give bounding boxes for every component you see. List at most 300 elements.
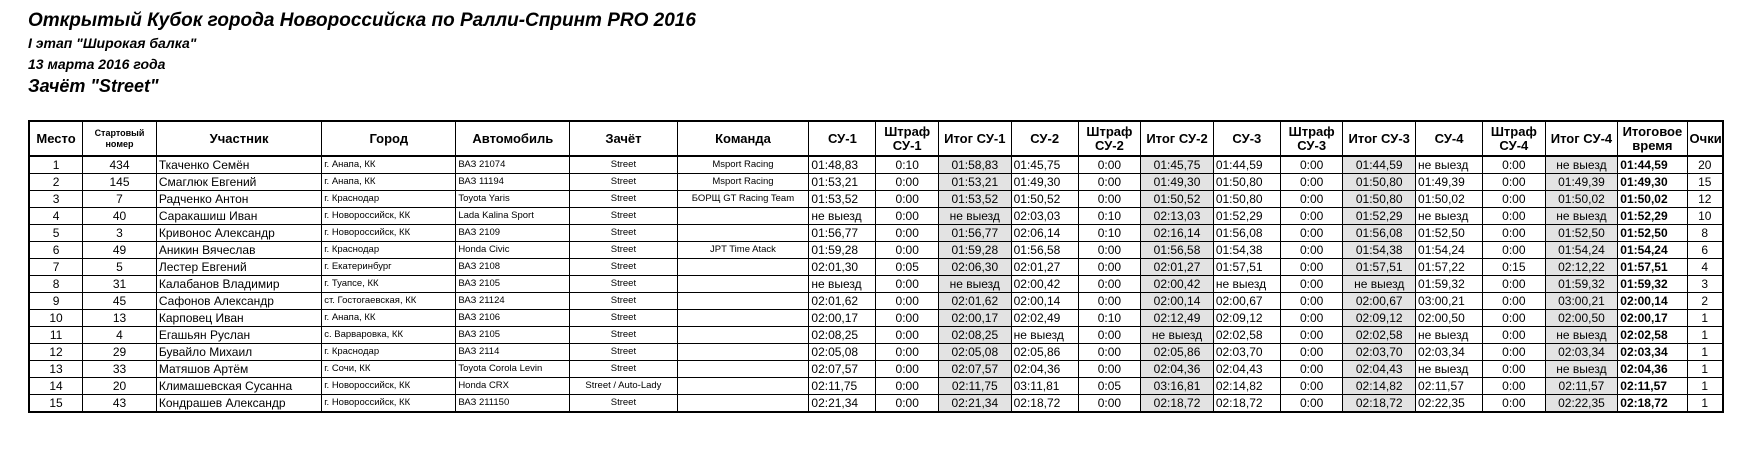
cell-city: г. Туапсе, КК <box>322 276 456 293</box>
cell-pen2: 0:00 <box>1078 174 1141 191</box>
cell-tot3: 02:03,70 <box>1343 344 1416 361</box>
cell-pen1: 0:05 <box>876 259 939 276</box>
cell-place: 10 <box>29 310 83 327</box>
cell-place: 6 <box>29 242 83 259</box>
cell-points: 1 <box>1687 327 1723 344</box>
cell-tot3: 02:18,72 <box>1343 395 1416 413</box>
cell-team: Msport Racing <box>677 156 809 174</box>
col-pen3: Штраф СУ-3 <box>1280 121 1343 156</box>
cell-team <box>677 344 809 361</box>
cell-su2: не выезд <box>1011 327 1078 344</box>
cell-tot4: 01:50,02 <box>1545 191 1618 208</box>
cell-start: 434 <box>83 156 157 174</box>
cell-pen2: 0:00 <box>1078 276 1141 293</box>
cell-team: Msport Racing <box>677 174 809 191</box>
cell-pen3: 0:00 <box>1280 276 1343 293</box>
cell-su4: 02:11,57 <box>1416 378 1483 395</box>
cell-tot2: не выезд <box>1141 327 1214 344</box>
cell-start: 145 <box>83 174 157 191</box>
cell-pen3: 0:00 <box>1280 344 1343 361</box>
cell-su1: 01:48,83 <box>809 156 876 174</box>
cell-su3: 02:02,58 <box>1213 327 1280 344</box>
cell-driver: Матяшов Артём <box>156 361 321 378</box>
cell-tot3: 02:04,43 <box>1343 361 1416 378</box>
cell-su4: не выезд <box>1416 327 1483 344</box>
cell-su4: 02:22,35 <box>1416 395 1483 413</box>
cell-class: Street <box>570 361 677 378</box>
cell-su1: не выезд <box>809 276 876 293</box>
cell-su1: 02:00,17 <box>809 310 876 327</box>
table-row <box>29 191 1723 208</box>
cell-total: 02:00,17 <box>1618 310 1687 327</box>
cell-su2: 01:50,52 <box>1011 191 1078 208</box>
table-row <box>29 293 1723 310</box>
col-total-time: Итоговое время <box>1618 121 1687 156</box>
cell-driver: Егашьян Руслан <box>156 327 321 344</box>
table-row <box>29 344 1723 361</box>
cell-team <box>677 276 809 293</box>
cell-tot4: 01:49,39 <box>1545 174 1618 191</box>
cell-tot2: 03:16,81 <box>1141 378 1214 395</box>
cell-city: г. Анапа, КК <box>322 156 456 174</box>
table-row <box>29 156 1723 174</box>
cell-pen1: 0:00 <box>876 395 939 413</box>
cell-pen2: 0:00 <box>1078 242 1141 259</box>
cell-tot2: 02:00,42 <box>1141 276 1214 293</box>
document-title: Открытый Кубок города Новороссийска по Ралли-Спринт PRO 2016 <box>28 10 696 31</box>
cell-points: 1 <box>1687 361 1723 378</box>
cell-start: 3 <box>83 225 157 242</box>
col-driver: Участник <box>156 121 321 156</box>
cell-pen3: 0:00 <box>1280 327 1343 344</box>
cell-total: 01:44,59 <box>1618 156 1687 174</box>
cell-tot2: 01:56,58 <box>1141 242 1214 259</box>
cell-place: 7 <box>29 259 83 276</box>
cell-place: 14 <box>29 378 83 395</box>
cell-pen3: 0:00 <box>1280 361 1343 378</box>
cell-su3: 02:04,43 <box>1213 361 1280 378</box>
cell-start: 43 <box>83 395 157 413</box>
cell-start: 49 <box>83 242 157 259</box>
cell-tot3: не выезд <box>1343 276 1416 293</box>
cell-city: г. Новороссийск, КК <box>322 395 456 413</box>
cell-driver: Карповец Иван <box>156 310 321 327</box>
cell-place: 2 <box>29 174 83 191</box>
cell-tot4: 02:11,57 <box>1545 378 1618 395</box>
cell-tot4: 02:03,34 <box>1545 344 1618 361</box>
cell-tot3: 01:54,38 <box>1343 242 1416 259</box>
cell-pen1: 0:00 <box>876 191 939 208</box>
cell-su2: 01:56,58 <box>1011 242 1078 259</box>
cell-su2: 02:02,49 <box>1011 310 1078 327</box>
cell-city: г. Краснодар <box>322 191 456 208</box>
cell-su4: 01:59,32 <box>1416 276 1483 293</box>
cell-place: 4 <box>29 208 83 225</box>
cell-class: Street <box>570 293 677 310</box>
cell-team <box>677 259 809 276</box>
cell-tot4: 02:00,50 <box>1545 310 1618 327</box>
cell-su2: 02:01,27 <box>1011 259 1078 276</box>
stage-name: I этап "Широкая балка" <box>28 35 197 51</box>
cell-driver: Климашевская Сусанна <box>156 378 321 395</box>
col-tot2: Итог СУ-2 <box>1141 121 1214 156</box>
cell-su2: 02:00,42 <box>1011 276 1078 293</box>
cell-points: 2 <box>1687 293 1723 310</box>
cell-su2: 02:00,14 <box>1011 293 1078 310</box>
cell-total: 02:11,57 <box>1618 378 1687 395</box>
cell-pen2: 0:00 <box>1078 293 1141 310</box>
cell-total: 02:00,14 <box>1618 293 1687 310</box>
cell-pen4: 0:00 <box>1483 191 1546 208</box>
cell-su3: 01:56,08 <box>1213 225 1280 242</box>
col-place: Место <box>29 121 83 156</box>
cell-pen2: 0:10 <box>1078 225 1141 242</box>
cell-su1: не выезд <box>809 208 876 225</box>
cell-start: 29 <box>83 344 157 361</box>
cell-total: 01:52,29 <box>1618 208 1687 225</box>
cell-driver: Сафонов Александр <box>156 293 321 310</box>
cell-su4: не выезд <box>1416 208 1483 225</box>
cell-team <box>677 293 809 310</box>
col-tot4: Итог СУ-4 <box>1545 121 1618 156</box>
cell-car: ВАЗ 2105 <box>456 276 570 293</box>
table-row <box>29 361 1723 378</box>
cell-tot3: 01:52,29 <box>1343 208 1416 225</box>
cell-points: 12 <box>1687 191 1723 208</box>
cell-start: 40 <box>83 208 157 225</box>
cell-start: 5 <box>83 259 157 276</box>
cell-su1: 01:53,52 <box>809 191 876 208</box>
cell-driver: Саракашиш Иван <box>156 208 321 225</box>
cell-total: 02:04,36 <box>1618 361 1687 378</box>
cell-tot4: не выезд <box>1545 208 1618 225</box>
cell-su1: 01:53,21 <box>809 174 876 191</box>
cell-points: 1 <box>1687 344 1723 361</box>
cell-pen1: 0:00 <box>876 225 939 242</box>
col-city: Город <box>322 121 456 156</box>
cell-driver: Аникин Вячеслав <box>156 242 321 259</box>
cell-total: 01:52,50 <box>1618 225 1687 242</box>
cell-points: 4 <box>1687 259 1723 276</box>
cell-tot1: 01:53,21 <box>938 174 1011 191</box>
cell-city: г. Краснодар <box>322 242 456 259</box>
cell-pen3: 0:00 <box>1280 293 1343 310</box>
cell-city: г. Новороссийск, КК <box>322 225 456 242</box>
cell-tot4: 01:54,24 <box>1545 242 1618 259</box>
cell-pen4: 0:00 <box>1483 310 1546 327</box>
cell-class: Street <box>570 225 677 242</box>
cell-su4: 03:00,21 <box>1416 293 1483 310</box>
col-car: Автомобиль <box>456 121 570 156</box>
cell-place: 9 <box>29 293 83 310</box>
cell-tot1: 02:08,25 <box>938 327 1011 344</box>
cell-points: 3 <box>1687 276 1723 293</box>
cell-tot1: 01:59,28 <box>938 242 1011 259</box>
cell-pen2: 0:10 <box>1078 310 1141 327</box>
col-pen2: Штраф СУ-2 <box>1078 121 1141 156</box>
cell-pen3: 0:00 <box>1280 395 1343 413</box>
cell-tot2: 02:04,36 <box>1141 361 1214 378</box>
cell-pen1: 0:00 <box>876 378 939 395</box>
cell-driver: Кривонос Александр <box>156 225 321 242</box>
cell-pen2: 0:00 <box>1078 327 1141 344</box>
cell-points: 20 <box>1687 156 1723 174</box>
cell-total: 01:50,02 <box>1618 191 1687 208</box>
cell-driver: Калабанов Владимир <box>156 276 321 293</box>
cell-tot2: 01:45,75 <box>1141 156 1214 174</box>
cell-su2: 02:03,03 <box>1011 208 1078 225</box>
cell-tot4: 03:00,21 <box>1545 293 1618 310</box>
cell-su1: 01:56,77 <box>809 225 876 242</box>
cell-points: 10 <box>1687 208 1723 225</box>
cell-pen1: 0:00 <box>876 208 939 225</box>
cell-tot4: 02:12,22 <box>1545 259 1618 276</box>
cell-car: Toyota Corola Levin <box>456 361 570 378</box>
cell-su3: 02:09,12 <box>1213 310 1280 327</box>
cell-tot1: 02:11,75 <box>938 378 1011 395</box>
cell-driver: Кондрашев Александр <box>156 395 321 413</box>
cell-su3: 01:57,51 <box>1213 259 1280 276</box>
cell-total: 02:03,34 <box>1618 344 1687 361</box>
cell-total: 01:59,32 <box>1618 276 1687 293</box>
cell-tot1: 02:00,17 <box>938 310 1011 327</box>
cell-pen4: 0:15 <box>1483 259 1546 276</box>
cell-tot2: 02:12,49 <box>1141 310 1214 327</box>
cell-pen4: 0:00 <box>1483 327 1546 344</box>
cell-tot4: 01:52,50 <box>1545 225 1618 242</box>
cell-pen4: 0:00 <box>1483 361 1546 378</box>
cell-tot2: 02:16,14 <box>1141 225 1214 242</box>
cell-city: г. Сочи, КК <box>322 361 456 378</box>
cell-pen4: 0:00 <box>1483 225 1546 242</box>
cell-su3: 02:18,72 <box>1213 395 1280 413</box>
cell-pen4: 0:00 <box>1483 174 1546 191</box>
cell-su4: 01:50,02 <box>1416 191 1483 208</box>
cell-team <box>677 225 809 242</box>
cell-su4: не выезд <box>1416 361 1483 378</box>
cell-tot4: не выезд <box>1545 327 1618 344</box>
col-pen1: Штраф СУ-1 <box>876 121 939 156</box>
cell-su3: 02:03,70 <box>1213 344 1280 361</box>
cell-driver: Ткаченко Семён <box>156 156 321 174</box>
cell-start: 20 <box>83 378 157 395</box>
cell-pen3: 0:00 <box>1280 191 1343 208</box>
cell-team <box>677 327 809 344</box>
cell-class: Street <box>570 208 677 225</box>
cell-city: г. Анапа, КК <box>322 174 456 191</box>
cell-su1: 02:01,30 <box>809 259 876 276</box>
cell-city: с. Варваровка, КК <box>322 327 456 344</box>
cell-car: Lada Kalina Sport <box>456 208 570 225</box>
table-row <box>29 174 1723 191</box>
table-row <box>29 242 1723 259</box>
cell-su2: 01:45,75 <box>1011 156 1078 174</box>
cell-su1: 01:59,28 <box>809 242 876 259</box>
cell-place: 3 <box>29 191 83 208</box>
cell-tot3: 01:56,08 <box>1343 225 1416 242</box>
col-su4: СУ-4 <box>1416 121 1483 156</box>
cell-pen4: 0:00 <box>1483 293 1546 310</box>
cell-pen4: 0:00 <box>1483 156 1546 174</box>
col-su3: СУ-3 <box>1213 121 1280 156</box>
cell-place: 13 <box>29 361 83 378</box>
cell-pen3: 0:00 <box>1280 208 1343 225</box>
cell-car: ВАЗ 211150 <box>456 395 570 413</box>
cell-class: Street <box>570 327 677 344</box>
cell-class: Street <box>570 395 677 413</box>
table-row <box>29 378 1723 395</box>
cell-pen3: 0:00 <box>1280 156 1343 174</box>
cell-car: ВАЗ 2105 <box>456 327 570 344</box>
cell-tot3: 01:50,80 <box>1343 174 1416 191</box>
cell-su3: 01:44,59 <box>1213 156 1280 174</box>
cell-su3: 02:14,82 <box>1213 378 1280 395</box>
cell-tot3: 02:14,82 <box>1343 378 1416 395</box>
cell-pen4: 0:00 <box>1483 378 1546 395</box>
cell-tot1: 01:53,52 <box>938 191 1011 208</box>
cell-su2: 02:05,86 <box>1011 344 1078 361</box>
cell-place: 11 <box>29 327 83 344</box>
cell-tot2: 01:50,52 <box>1141 191 1214 208</box>
cell-su4: 02:00,50 <box>1416 310 1483 327</box>
cell-tot1: 01:56,77 <box>938 225 1011 242</box>
cell-city: г. Новороссийск, КК <box>322 378 456 395</box>
cell-team <box>677 395 809 413</box>
cell-place: 12 <box>29 344 83 361</box>
cell-su3: 01:52,29 <box>1213 208 1280 225</box>
cell-driver: Смаглюк Евгений <box>156 174 321 191</box>
cell-class: Street <box>570 259 677 276</box>
cell-start: 31 <box>83 276 157 293</box>
cell-su4: 01:49,39 <box>1416 174 1483 191</box>
cell-pen3: 0:00 <box>1280 242 1343 259</box>
cell-pen2: 0:10 <box>1078 208 1141 225</box>
cell-su1: 02:11,75 <box>809 378 876 395</box>
cell-start: 13 <box>83 310 157 327</box>
col-su2: СУ-2 <box>1011 121 1078 156</box>
cell-tot1: 02:07,57 <box>938 361 1011 378</box>
table-row <box>29 276 1723 293</box>
cell-su2: 02:18,72 <box>1011 395 1078 413</box>
cell-pen1: 0:00 <box>876 293 939 310</box>
cell-pen4: 0:00 <box>1483 395 1546 413</box>
cell-pen1: 0:00 <box>876 276 939 293</box>
cell-tot2: 02:13,03 <box>1141 208 1214 225</box>
cell-su1: 02:05,08 <box>809 344 876 361</box>
cell-tot4: 02:22,35 <box>1545 395 1618 413</box>
cell-pen1: 0:00 <box>876 344 939 361</box>
cell-tot3: 01:44,59 <box>1343 156 1416 174</box>
cell-su4: 01:57,22 <box>1416 259 1483 276</box>
cell-tot2: 02:00,14 <box>1141 293 1214 310</box>
cell-su2: 03:11,81 <box>1011 378 1078 395</box>
cell-car: ВАЗ 11194 <box>456 174 570 191</box>
cell-start: 45 <box>83 293 157 310</box>
cell-class: Street / Auto-Lady <box>570 378 677 395</box>
cell-car: ВАЗ 2106 <box>456 310 570 327</box>
cell-su4: не выезд <box>1416 156 1483 174</box>
table-row <box>29 259 1723 276</box>
cell-tot1: 01:58,83 <box>938 156 1011 174</box>
cell-team <box>677 310 809 327</box>
class-title: Зачёт "Street" <box>28 76 159 96</box>
cell-car: ВАЗ 2108 <box>456 259 570 276</box>
cell-pen2: 0:00 <box>1078 361 1141 378</box>
cell-tot2: 01:49,30 <box>1141 174 1214 191</box>
cell-total: 02:02,58 <box>1618 327 1687 344</box>
cell-su3: 01:50,80 <box>1213 174 1280 191</box>
cell-su2: 01:49,30 <box>1011 174 1078 191</box>
cell-city: г. Новороссийск, КК <box>322 208 456 225</box>
cell-tot2: 02:01,27 <box>1141 259 1214 276</box>
cell-class: Street <box>570 156 677 174</box>
cell-total: 01:57,51 <box>1618 259 1687 276</box>
results-body <box>29 156 1723 412</box>
cell-car: ВАЗ 2109 <box>456 225 570 242</box>
table-row <box>29 208 1723 225</box>
cell-pen2: 0:00 <box>1078 156 1141 174</box>
cell-total: 01:54,24 <box>1618 242 1687 259</box>
cell-pen4: 0:00 <box>1483 208 1546 225</box>
cell-tot1: 02:05,08 <box>938 344 1011 361</box>
cell-points: 6 <box>1687 242 1723 259</box>
col-points: Очки <box>1687 121 1723 156</box>
cell-class: Street <box>570 344 677 361</box>
cell-tot2: 02:18,72 <box>1141 395 1214 413</box>
cell-place: 8 <box>29 276 83 293</box>
cell-team: JPT Time Atack <box>677 242 809 259</box>
cell-tot3: 01:57,51 <box>1343 259 1416 276</box>
table-row <box>29 327 1723 344</box>
cell-car: Honda Civic <box>456 242 570 259</box>
col-pen4: Штраф СУ-4 <box>1483 121 1546 156</box>
results-table <box>28 120 1724 413</box>
cell-tot1: 02:06,30 <box>938 259 1011 276</box>
cell-su3: 01:50,80 <box>1213 191 1280 208</box>
cell-tot3: 02:09,12 <box>1343 310 1416 327</box>
cell-pen1: 0:00 <box>876 310 939 327</box>
col-team: Команда <box>677 121 809 156</box>
cell-tot3: 02:02,58 <box>1343 327 1416 344</box>
cell-start: 33 <box>83 361 157 378</box>
cell-pen1: 0:00 <box>876 327 939 344</box>
cell-su3: 02:00,67 <box>1213 293 1280 310</box>
cell-tot4: не выезд <box>1545 361 1618 378</box>
cell-su1: 02:08,25 <box>809 327 876 344</box>
col-tot3: Итог СУ-3 <box>1343 121 1416 156</box>
cell-driver: Бувайло Михаил <box>156 344 321 361</box>
cell-su3: 01:54,38 <box>1213 242 1280 259</box>
cell-total: 02:18,72 <box>1618 395 1687 413</box>
cell-place: 15 <box>29 395 83 413</box>
cell-pen2: 0:05 <box>1078 378 1141 395</box>
col-su1: СУ-1 <box>809 121 876 156</box>
cell-pen2: 0:00 <box>1078 344 1141 361</box>
cell-driver: Радченко Антон <box>156 191 321 208</box>
cell-team <box>677 378 809 395</box>
cell-city: г. Екатеринбург <box>322 259 456 276</box>
cell-su4: 02:03,34 <box>1416 344 1483 361</box>
cell-su2: 02:06,14 <box>1011 225 1078 242</box>
cell-pen4: 0:00 <box>1483 344 1546 361</box>
cell-pen2: 0:00 <box>1078 395 1141 413</box>
cell-su1: 02:07,57 <box>809 361 876 378</box>
cell-class: Street <box>570 276 677 293</box>
cell-tot1: не выезд <box>938 208 1011 225</box>
cell-pen4: 0:00 <box>1483 276 1546 293</box>
cell-total: 01:49,30 <box>1618 174 1687 191</box>
cell-pen3: 0:00 <box>1280 259 1343 276</box>
